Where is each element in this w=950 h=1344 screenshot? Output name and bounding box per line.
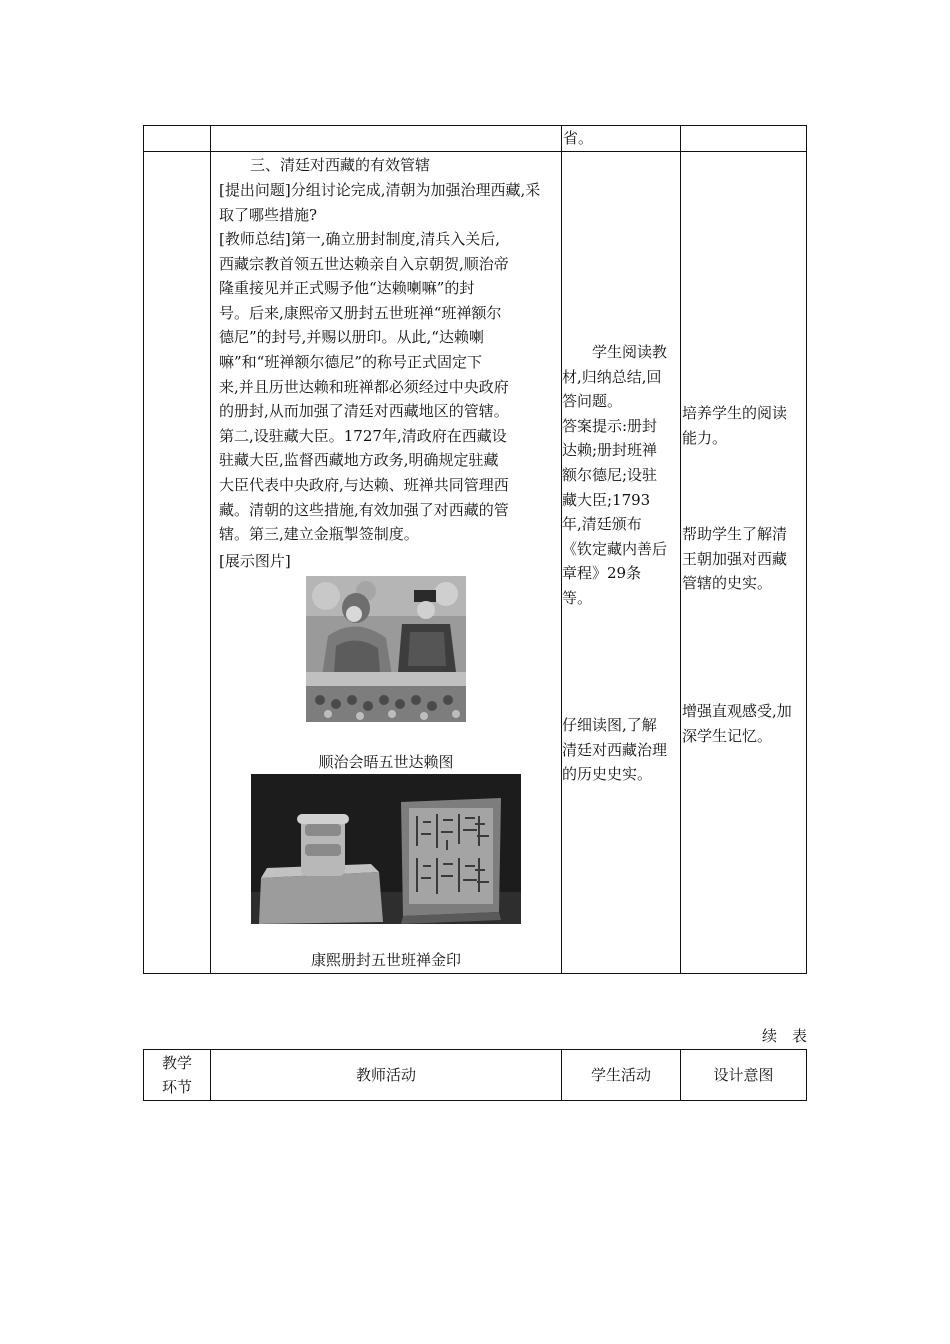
student-line: 《钦定藏内善后	[562, 539, 668, 558]
row2-col1	[143, 151, 211, 974]
question-text: [提出问题]分组讨论完成,清朝为加强治理西藏,采取了哪些措施?	[219, 181, 541, 224]
student-line: 章程》29条	[562, 564, 642, 583]
design-line: 帮助学生了解清	[682, 525, 788, 543]
summary-line: [教师总结]第一,确立册封制度,清兵入关后,	[219, 230, 501, 248]
summary-line: 第二,设驻藏大臣。1727年,清政府在西藏设	[219, 426, 507, 445]
student-line: 答问题。	[562, 392, 623, 411]
row1-student-text: 省。	[563, 129, 594, 147]
design-intent-1	[682, 401, 806, 450]
student-activity-2	[562, 713, 680, 787]
caption-kangxi-seal: 康熙册封五世班禅金印	[310, 951, 461, 969]
show-pictures-label: [展示图片]	[219, 552, 291, 570]
student-line: 学生阅读教	[562, 343, 668, 361]
student-line: 的历史史实。	[562, 765, 653, 784]
design-line: 管辖的史实。	[682, 574, 773, 593]
summary-line: 辖。第三,建立金瓶掣签制度。	[219, 525, 419, 544]
design-line: 增强直观感受,加	[682, 702, 792, 720]
header-teaching-stage-line2: 环节	[161, 1078, 192, 1096]
student-line: 年,清廷颁布	[562, 515, 642, 534]
header-design-intent: 设计意图	[713, 1066, 774, 1084]
summary-line: 嘛”和“班禅额尔德尼”的称号正式固定下	[219, 352, 483, 371]
summary-line: 藏。清朝的这些措施,有效加强了对西藏的管	[219, 500, 509, 519]
continued-table-label: 续 表	[762, 1027, 808, 1045]
design-line: 能力。	[682, 428, 728, 447]
summary-line: 隆重接见并正式赐予他“达赖喇嘛”的封	[219, 279, 475, 298]
summary-line: 驻藏大臣,监督西藏地方政务,明确规定驻藏	[219, 451, 499, 470]
design-line: 深学生记忆。	[682, 726, 773, 745]
section-heading: 三、清廷对西藏的有效管辖	[250, 156, 431, 174]
design-intent-2	[682, 522, 806, 596]
student-line: 仔细读图,了解	[562, 716, 657, 734]
student-line: 材,归纳总结,回	[562, 367, 662, 386]
summary-line: 的册封,从而加强了清廷对西藏地区的管辖。	[219, 402, 509, 421]
header-teacher-activity: 教师活动	[355, 1066, 416, 1084]
student-line: 达赖;册封班禅	[562, 441, 658, 460]
summary-line: 西藏宗教首领五世达赖亲自入京朝贺,顺治帝	[219, 254, 509, 273]
summary-line: 来,并且历世达赖和班禅都必须经过中央政府	[219, 377, 509, 396]
row1-col4	[680, 125, 807, 152]
student-line: 藏大臣;1793	[562, 490, 651, 509]
student-line: 额尔德尼;设驻	[562, 465, 658, 484]
row1-col1	[143, 125, 211, 152]
shunzhi-painting-image	[306, 576, 466, 722]
header-student-activity: 学生活动	[590, 1066, 651, 1084]
design-line: 王朝加强对西藏	[682, 549, 788, 568]
design-intent-3	[682, 699, 806, 748]
kangxi-seal-image	[251, 774, 521, 924]
student-line: 等。	[562, 588, 593, 607]
design-line: 培养学生的阅读	[682, 404, 788, 422]
summary-line: 号。后来,康熙帝又册封五世班禅“班禅额尔	[219, 303, 502, 322]
header-teaching-stage-line1: 教学	[161, 1054, 192, 1072]
student-line: 答案提示:册封	[562, 416, 658, 435]
caption-shunzhi: 顺治会晤五世达赖图	[318, 753, 454, 771]
student-activity	[562, 340, 680, 611]
row1-col2	[210, 125, 562, 152]
summary-line: 大臣代表中央政府,与达赖、班禅共同管理西	[219, 475, 509, 494]
summary-line: 德尼”的封号,并赐以册印。从此,“达赖喇	[219, 328, 484, 347]
teacher-summary	[219, 227, 559, 547]
student-line: 清廷对西藏治理	[562, 740, 668, 759]
